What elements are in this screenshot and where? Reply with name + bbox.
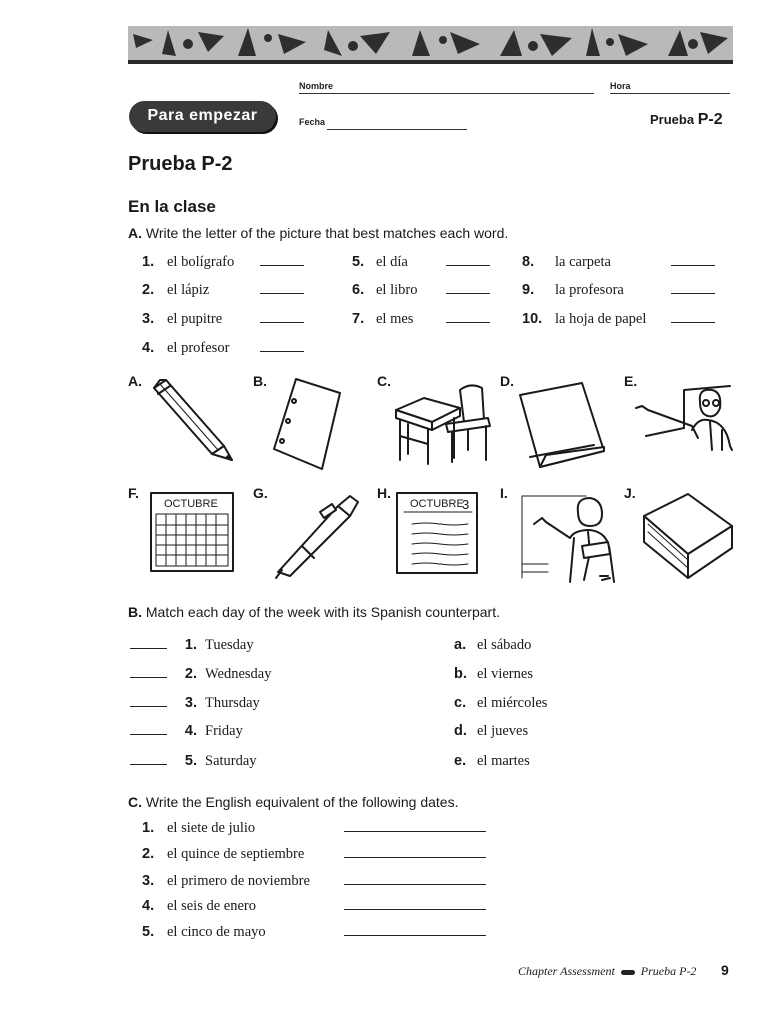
- prueba-header: [650, 111, 723, 129]
- answer-blank[interactable]: [130, 677, 167, 678]
- item-letter: e.: [454, 753, 467, 769]
- item-number: 3.: [184, 695, 197, 711]
- decorative-banner: [128, 26, 733, 62]
- item-number: 10.: [522, 311, 543, 327]
- item-word: la hoja de papel: [555, 311, 647, 327]
- item-number: 5.: [352, 254, 365, 270]
- item-number: 1.: [142, 254, 155, 270]
- list-item: [130, 666, 271, 683]
- answer-blank[interactable]: [260, 293, 304, 294]
- item-word: el pupitre: [167, 311, 223, 327]
- item-word: el miércoles: [477, 695, 548, 711]
- item-number: 5.: [142, 924, 155, 940]
- folder-icon: [516, 381, 608, 471]
- item-word: el lápiz: [167, 282, 210, 298]
- item-number: 1.: [184, 637, 197, 653]
- answer-blank[interactable]: [671, 265, 715, 266]
- item-word: el siete de julio: [167, 820, 256, 836]
- item-word: el libro: [376, 282, 418, 298]
- item-word: el jueves: [477, 723, 529, 739]
- picture-letter: F.: [128, 485, 139, 501]
- item-word: el seis de enero: [167, 898, 256, 914]
- fecha-label: Fecha: [299, 117, 326, 127]
- list-item: [142, 254, 304, 271]
- item-word: la profesora: [555, 282, 624, 298]
- page-number: 9: [721, 962, 729, 978]
- answer-blank[interactable]: [130, 648, 167, 649]
- item-word: Tuesday: [205, 637, 254, 653]
- item-letter: d.: [454, 723, 467, 739]
- item-word: el primero de noviembre: [167, 873, 310, 889]
- nombre-label: Nombre: [299, 81, 334, 91]
- picture-letter: J.: [624, 485, 636, 501]
- list-item: [142, 846, 486, 863]
- part-a-text: Write the letter of the picture that best matches each word.: [145, 225, 509, 241]
- prueba-code: P-2: [697, 111, 723, 128]
- answer-blank[interactable]: [344, 831, 486, 832]
- calendar-day-text: OCTUBRE: [410, 498, 464, 510]
- list-item: [142, 924, 486, 941]
- item-word: el bolígrafo: [167, 254, 235, 270]
- footer-text: Chapter Assessment: [518, 964, 615, 978]
- sheet-of-paper-icon: [270, 377, 342, 471]
- list-item: [522, 282, 715, 299]
- item-word: la carpeta: [555, 254, 611, 270]
- answer-blank[interactable]: [671, 322, 715, 323]
- pen-icon: [272, 492, 362, 578]
- page-title: Prueba P-2: [128, 153, 233, 175]
- list-item: [454, 637, 531, 654]
- footer: [518, 964, 696, 979]
- list-item: [142, 340, 304, 357]
- answer-blank[interactable]: [260, 351, 304, 352]
- part-a-letter: A.: [128, 225, 142, 241]
- badge-label: Para empezar: [147, 107, 258, 124]
- picture-letter: G.: [253, 485, 268, 501]
- picture-letter: D.: [500, 373, 514, 389]
- answer-blank[interactable]: [130, 706, 167, 707]
- item-word: el sábado: [477, 637, 532, 653]
- list-item: [454, 723, 528, 740]
- calendar-day-icon: [396, 492, 478, 574]
- answer-blank[interactable]: [344, 935, 486, 936]
- picture-letter: I.: [500, 485, 508, 501]
- item-number: 2.: [142, 846, 155, 862]
- list-item: [454, 753, 530, 770]
- list-item: [130, 637, 254, 654]
- picture-letter: H.: [377, 485, 391, 501]
- list-item: [142, 898, 486, 915]
- item-letter: c.: [454, 695, 467, 711]
- male-teacher-icon: [632, 386, 734, 452]
- prueba-word: Prueba: [650, 112, 695, 127]
- item-number: 2.: [184, 666, 197, 682]
- student-desk-icon: [394, 380, 494, 466]
- item-word: el profesor: [167, 340, 230, 356]
- item-word: el martes: [477, 753, 530, 769]
- calendar-month-text: OCTUBRE: [164, 498, 218, 510]
- item-word: Saturday: [205, 753, 257, 769]
- answer-blank[interactable]: [130, 764, 167, 765]
- picture-letter: C.: [377, 373, 391, 389]
- item-word: el día: [376, 254, 408, 270]
- list-item: [142, 282, 304, 299]
- list-item: [352, 282, 490, 299]
- answer-blank[interactable]: [671, 293, 715, 294]
- item-word: el cinco de mayo: [167, 924, 266, 940]
- calendar-day-number: 3: [462, 497, 470, 512]
- calendar-month-icon: [150, 492, 234, 572]
- list-item: [130, 723, 243, 740]
- pencil-icon: [148, 376, 238, 466]
- item-letter: b.: [454, 666, 467, 682]
- list-item: [142, 820, 486, 837]
- item-word: Wednesday: [205, 666, 272, 682]
- fecha-field[interactable]: [327, 129, 467, 130]
- list-item: [142, 311, 304, 328]
- item-number: 9.: [522, 282, 535, 298]
- answer-blank[interactable]: [446, 293, 490, 294]
- female-teacher-icon: [518, 492, 624, 582]
- picture-letter: B.: [253, 373, 267, 389]
- hora-label: Hora: [610, 81, 631, 91]
- para-empezar-badge: [129, 101, 276, 132]
- item-number: 5.: [184, 753, 197, 769]
- answer-blank[interactable]: [260, 265, 304, 266]
- list-item: [130, 695, 260, 712]
- item-letter: a.: [454, 637, 467, 653]
- list-item: [130, 753, 257, 770]
- item-word: Thursday: [205, 695, 260, 711]
- part-c-text: Write the English equivalent of the following dates.: [145, 794, 459, 810]
- list-item: [454, 666, 533, 683]
- item-word: el mes: [376, 311, 414, 327]
- item-number: 8.: [522, 254, 535, 270]
- footer-prueba: Prueba P-2: [640, 964, 697, 978]
- banner-rule: [128, 60, 733, 64]
- list-item: [522, 254, 715, 271]
- item-number: 3.: [142, 311, 155, 327]
- list-item: [352, 254, 490, 271]
- part-b-text: Match each day of the week with its Spanish counterpart.: [145, 604, 500, 620]
- answer-blank[interactable]: [130, 734, 167, 735]
- banner-pattern-icon: [128, 26, 733, 62]
- answer-blank[interactable]: [344, 857, 486, 858]
- part-a-instruction: [128, 225, 508, 241]
- answer-blank[interactable]: [260, 322, 304, 323]
- picture-letter: E.: [624, 373, 638, 389]
- item-word: el viernes: [477, 666, 533, 682]
- answer-blank[interactable]: [344, 909, 486, 910]
- answer-blank[interactable]: [344, 884, 486, 885]
- item-word: el quince de septiembre: [167, 846, 305, 862]
- item-number: 6.: [352, 282, 365, 298]
- item-number: 7.: [352, 311, 365, 327]
- part-b-letter: B.: [128, 604, 142, 620]
- item-word: Friday: [205, 723, 243, 739]
- answer-blank[interactable]: [446, 265, 490, 266]
- book-icon: [642, 492, 734, 582]
- part-c-letter: C.: [128, 794, 142, 810]
- item-number: 4.: [142, 340, 155, 356]
- item-number: 3.: [142, 873, 155, 889]
- part-c-instruction: [128, 794, 458, 810]
- nombre-field[interactable]: [299, 93, 594, 94]
- hora-field[interactable]: [610, 93, 730, 94]
- footer-separator-icon: [621, 970, 635, 975]
- answer-blank[interactable]: [446, 322, 490, 323]
- list-item: [142, 873, 486, 890]
- item-number: 2.: [142, 282, 155, 298]
- section-title: En la clase: [128, 197, 216, 216]
- item-number: 4.: [142, 898, 155, 914]
- part-b-instruction: [128, 604, 500, 620]
- picture-letter: A.: [128, 373, 142, 389]
- list-item: [454, 695, 547, 712]
- item-number: 4.: [184, 723, 197, 739]
- list-item: [352, 311, 490, 328]
- list-item: [522, 311, 715, 328]
- item-number: 1.: [142, 820, 155, 836]
